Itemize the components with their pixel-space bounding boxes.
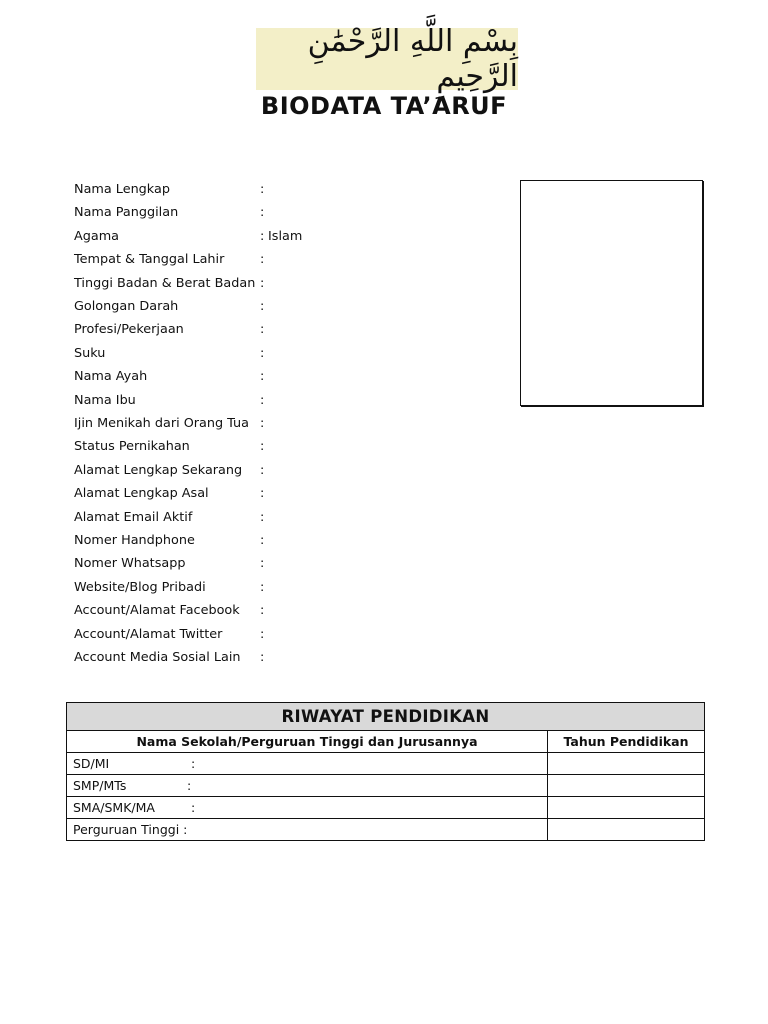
field-colon: : [260,579,265,595]
field-colon: : [260,603,265,619]
field-label: Nama Lengkap [74,182,170,197]
field-colon: : [260,322,265,338]
field-colon: : [260,416,265,431]
education-years-cell [548,775,705,797]
field-colon: : [260,533,265,548]
education-years-cell [548,797,705,819]
page-title: BIODATA TA’ARUF [260,92,508,120]
field-colon: : [260,462,265,478]
field-colon: : [260,650,265,665]
education-years-cell [548,819,705,841]
education-level: SMA/SMK/MA [73,800,155,815]
table-row [67,775,705,797]
field-label: Nomer Handphone [74,533,195,548]
field-label: Nomer Whatsapp [74,556,186,572]
field-label: Account Media Sosial Lain [74,650,241,665]
education-table [66,702,705,841]
education-level-cell [67,819,548,841]
field-label: Agama [74,228,120,244]
table-row [67,819,705,841]
field-label: Tempat & Tanggal Lahir [74,252,225,268]
field-label: Profesi/Pekerjaan [74,322,184,338]
field-colon: : [260,556,265,572]
field-colon: : [260,626,265,642]
field-label: Status Pernikahan [74,439,190,455]
field-label: Account/Alamat Twitter [74,626,223,642]
field-colon: : [260,275,265,291]
field-label: Suku [74,345,106,361]
field-colon: : [260,392,265,408]
field-label: Account/Alamat Facebook [74,603,240,619]
field-label: Website/Blog Pribadi [74,579,206,595]
bismillah-text: بِسْمِ اللَّهِ الرَّحْمَٰنِ الرَّحِيمِ [307,24,518,94]
field-colon: : [260,252,265,268]
education-years-cell [548,753,705,775]
education-level-cell [67,753,548,775]
field-colon: : [260,299,265,314]
field-label: Tinggi Badan & Berat Badan [74,275,256,291]
field-colon: : [260,486,265,502]
education-separator: : [187,778,192,793]
column-years-header: Tahun Pendidikan [548,731,705,753]
field-colon: : [260,369,265,385]
bismillah-calligraphy [256,24,518,94]
column-school-header: Nama Sekolah/Perguruan Tinggi dan Jurusannya [67,731,548,753]
education-level: SD/MI [73,756,110,771]
field-value: Islam [268,228,303,244]
table-row [67,753,705,775]
education-level-cell [67,797,548,819]
field-colon: : [260,228,265,244]
field-colon: : [260,182,265,197]
education-title: RIWAYAT PENDIDIKAN [67,703,705,731]
education-separator: : [191,800,196,815]
field-label: Nama Ayah [74,369,148,385]
photo-box [520,180,703,406]
field-colon: : [260,439,265,455]
education-level: Perguruan Tinggi : [73,822,188,837]
field-label: Nama Panggilan [74,205,179,221]
education-level-cell [67,775,548,797]
table-row [67,797,705,819]
education-level: SMP/MTs [73,778,127,793]
education-separator: : [191,756,196,771]
field-colon: : [260,509,265,525]
field-label: Alamat Lengkap Sekarang [74,462,243,478]
field-label: Alamat Lengkap Asal [74,486,209,502]
field-label: Nama Ibu [74,392,136,408]
field-colon: : [260,345,265,361]
field-label: Golongan Darah [74,299,179,314]
field-colon: : [260,205,265,221]
field-label: Alamat Email Aktif [74,509,193,525]
field-label: Ijin Menikah dari Orang Tua [74,416,250,431]
